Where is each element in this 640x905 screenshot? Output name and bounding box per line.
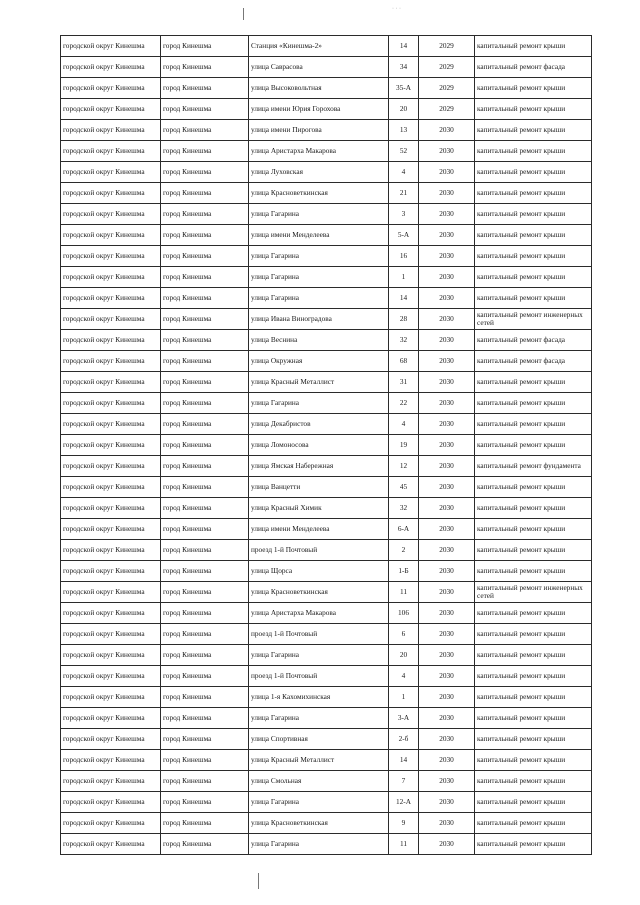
work-type-cell: капитальный ремонт крыши [475, 561, 592, 582]
district-cell: городской округ Кинешма [61, 414, 161, 435]
table-row [61, 78, 592, 99]
year-cell: 2030 [419, 120, 475, 141]
work-type-cell: капитальный ремонт крыши [475, 393, 592, 414]
house-number-cell: 21 [389, 183, 419, 204]
work-type-cell: капитальный ремонт крыши [475, 36, 592, 57]
year-cell: 2030 [419, 288, 475, 309]
table-row [61, 204, 592, 225]
year-cell: 2030 [419, 729, 475, 750]
house-number-cell: 14 [389, 750, 419, 771]
house-number-cell: 34 [389, 57, 419, 78]
year-cell: 2030 [419, 792, 475, 813]
house-number-cell: 6 [389, 624, 419, 645]
district-cell: городской округ Кинешма [61, 771, 161, 792]
table-row [61, 288, 592, 309]
year-cell: 2030 [419, 771, 475, 792]
year-cell: 2030 [419, 477, 475, 498]
street-cell: улица Красноветкинская [249, 183, 389, 204]
year-cell: 2030 [419, 834, 475, 855]
street-cell: улица Аристарха Макарова [249, 141, 389, 162]
house-number-cell: 22 [389, 393, 419, 414]
district-cell: городской округ Кинешма [61, 372, 161, 393]
district-cell: городской округ Кинешма [61, 141, 161, 162]
city-cell: город Кинешма [161, 498, 249, 519]
house-number-cell: 52 [389, 141, 419, 162]
city-cell: город Кинешма [161, 645, 249, 666]
table-row [61, 330, 592, 351]
work-type-cell: капитальный ремонт крыши [475, 372, 592, 393]
house-number-cell: 4 [389, 666, 419, 687]
table-row [61, 666, 592, 687]
district-cell: городской округ Кинешма [61, 288, 161, 309]
scan-mark-bottom [258, 873, 259, 889]
street-cell: улица Гагарина [249, 288, 389, 309]
street-cell: улица Гагарина [249, 645, 389, 666]
city-cell: город Кинешма [161, 414, 249, 435]
house-number-cell: 12 [389, 456, 419, 477]
house-number-cell: 1 [389, 687, 419, 708]
street-cell: улица Луховская [249, 162, 389, 183]
street-cell: улица Аристарха Макарова [249, 603, 389, 624]
year-cell: 2030 [419, 708, 475, 729]
table-row [61, 309, 592, 330]
city-cell: город Кинешма [161, 540, 249, 561]
house-number-cell: 3 [389, 204, 419, 225]
city-cell: город Кинешма [161, 519, 249, 540]
house-number-cell: 7 [389, 771, 419, 792]
city-cell: город Кинешма [161, 225, 249, 246]
street-cell: улица Ломоносова [249, 435, 389, 456]
year-cell: 2030 [419, 141, 475, 162]
city-cell: город Кинешма [161, 813, 249, 834]
street-cell: улица Красный Химик [249, 498, 389, 519]
work-type-cell: капитальный ремонт крыши [475, 162, 592, 183]
table-row [61, 372, 592, 393]
city-cell: город Кинешма [161, 477, 249, 498]
year-cell: 2029 [419, 78, 475, 99]
city-cell: город Кинешма [161, 834, 249, 855]
city-cell: город Кинешма [161, 99, 249, 120]
house-number-cell: 20 [389, 645, 419, 666]
table-row [61, 687, 592, 708]
street-cell: улица Красноветкинская [249, 813, 389, 834]
house-number-cell: 106 [389, 603, 419, 624]
table-row [61, 624, 592, 645]
work-type-cell: капитальный ремонт крыши [475, 624, 592, 645]
city-cell: город Кинешма [161, 330, 249, 351]
street-cell: улица Гагарина [249, 246, 389, 267]
district-cell: городской округ Кинешма [61, 603, 161, 624]
table-row [61, 477, 592, 498]
year-cell: 2030 [419, 309, 475, 330]
city-cell: город Кинешма [161, 288, 249, 309]
city-cell: город Кинешма [161, 372, 249, 393]
work-type-cell: капитальный ремонт крыши [475, 687, 592, 708]
city-cell: город Кинешма [161, 162, 249, 183]
city-cell: город Кинешма [161, 246, 249, 267]
street-cell: проезд 1-й Почтовый [249, 624, 389, 645]
district-cell: городской округ Кинешма [61, 645, 161, 666]
table-row [61, 792, 592, 813]
district-cell: городской округ Кинешма [61, 708, 161, 729]
year-cell: 2030 [419, 645, 475, 666]
year-cell: 2030 [419, 603, 475, 624]
work-type-cell: капитальный ремонт инженерных сетей [475, 309, 592, 330]
work-type-cell: капитальный ремонт крыши [475, 666, 592, 687]
district-cell: городской округ Кинешма [61, 687, 161, 708]
street-cell: улица имени Менделеева [249, 519, 389, 540]
street-cell: улица Гагарина [249, 204, 389, 225]
work-type-cell: капитальный ремонт крыши [475, 540, 592, 561]
work-type-cell: капитальный ремонт крыши [475, 435, 592, 456]
scan-mark-top [243, 8, 244, 20]
house-number-cell: 9 [389, 813, 419, 834]
repair-schedule-table [60, 35, 592, 855]
table-row [61, 771, 592, 792]
year-cell: 2030 [419, 750, 475, 771]
table-body [61, 36, 592, 855]
work-type-cell: капитальный ремонт крыши [475, 78, 592, 99]
year-cell: 2030 [419, 204, 475, 225]
city-cell: город Кинешма [161, 603, 249, 624]
work-type-cell: капитальный ремонт крыши [475, 267, 592, 288]
table-row [61, 414, 592, 435]
city-cell: город Кинешма [161, 204, 249, 225]
year-cell: 2029 [419, 99, 475, 120]
city-cell: город Кинешма [161, 120, 249, 141]
work-type-cell: капитальный ремонт крыши [475, 414, 592, 435]
district-cell: городской округ Кинешма [61, 309, 161, 330]
house-number-cell: 32 [389, 330, 419, 351]
work-type-cell: капитальный ремонт крыши [475, 477, 592, 498]
district-cell: городской округ Кинешма [61, 519, 161, 540]
house-number-cell: 31 [389, 372, 419, 393]
table-row [61, 645, 592, 666]
street-cell: улица Ванцетти [249, 477, 389, 498]
district-cell: городской округ Кинешма [61, 162, 161, 183]
house-number-cell: 12-А [389, 792, 419, 813]
house-number-cell: 1 [389, 267, 419, 288]
district-cell: городской округ Кинешма [61, 330, 161, 351]
house-number-cell: 6-А [389, 519, 419, 540]
work-type-cell: капитальный ремонт крыши [475, 708, 592, 729]
table-row [61, 519, 592, 540]
work-type-cell: капитальный ремонт крыши [475, 603, 592, 624]
street-cell: проезд 1-й Почтовый [249, 540, 389, 561]
table-row [61, 246, 592, 267]
city-cell: город Кинешма [161, 792, 249, 813]
table-row [61, 834, 592, 855]
city-cell: город Кинешма [161, 351, 249, 372]
house-number-cell: 3-А [389, 708, 419, 729]
district-cell: городской округ Кинешма [61, 498, 161, 519]
work-type-cell: капитальный ремонт фасада [475, 351, 592, 372]
district-cell: городской округ Кинешма [61, 225, 161, 246]
district-cell: городской округ Кинешма [61, 750, 161, 771]
work-type-cell: капитальный ремонт фасада [475, 57, 592, 78]
district-cell: городской округ Кинешма [61, 78, 161, 99]
district-cell: городской округ Кинешма [61, 561, 161, 582]
district-cell: городской округ Кинешма [61, 393, 161, 414]
work-type-cell: капитальный ремонт крыши [475, 225, 592, 246]
house-number-cell: 45 [389, 477, 419, 498]
year-cell: 2030 [419, 435, 475, 456]
street-cell: улица Смольная [249, 771, 389, 792]
table-row [61, 435, 592, 456]
city-cell: город Кинешма [161, 456, 249, 477]
district-cell: городской округ Кинешма [61, 477, 161, 498]
district-cell: городской округ Кинешма [61, 99, 161, 120]
street-cell: улица Красноветкинская [249, 582, 389, 603]
house-number-cell: 11 [389, 834, 419, 855]
table-row [61, 141, 592, 162]
city-cell: город Кинешма [161, 708, 249, 729]
city-cell: город Кинешма [161, 78, 249, 99]
city-cell: город Кинешма [161, 309, 249, 330]
district-cell: городской округ Кинешма [61, 792, 161, 813]
work-type-cell: капитальный ремонт крыши [475, 141, 592, 162]
year-cell: 2030 [419, 456, 475, 477]
house-number-cell: 32 [389, 498, 419, 519]
year-cell: 2030 [419, 687, 475, 708]
work-type-cell: капитальный ремонт крыши [475, 750, 592, 771]
city-cell: город Кинешма [161, 57, 249, 78]
district-cell: городской округ Кинешма [61, 435, 161, 456]
street-cell: улица имени Менделеева [249, 225, 389, 246]
street-cell: улица Гагарина [249, 792, 389, 813]
house-number-cell: 68 [389, 351, 419, 372]
house-number-cell: 4 [389, 162, 419, 183]
city-cell: город Кинешма [161, 36, 249, 57]
street-cell: улица Гагарина [249, 834, 389, 855]
work-type-cell: капитальный ремонт фасада [475, 330, 592, 351]
year-cell: 2029 [419, 36, 475, 57]
street-cell: улица Ямская Набережная [249, 456, 389, 477]
table-row [61, 36, 592, 57]
year-cell: 2030 [419, 519, 475, 540]
year-cell: 2030 [419, 813, 475, 834]
table-row [61, 225, 592, 246]
street-cell: улица Щорса [249, 561, 389, 582]
table-row [61, 267, 592, 288]
district-cell: городской округ Кинешма [61, 120, 161, 141]
district-cell: городской округ Кинешма [61, 36, 161, 57]
city-cell: город Кинешма [161, 183, 249, 204]
year-cell: 2029 [419, 57, 475, 78]
work-type-cell: капитальный ремонт крыши [475, 183, 592, 204]
house-number-cell: 2-б [389, 729, 419, 750]
scan-dots: · · · [392, 6, 401, 12]
year-cell: 2030 [419, 624, 475, 645]
table-row [61, 603, 592, 624]
district-cell: городской округ Кинешма [61, 456, 161, 477]
house-number-cell: 35-А [389, 78, 419, 99]
street-cell: улица Гагарина [249, 393, 389, 414]
city-cell: город Кинешма [161, 393, 249, 414]
city-cell: город Кинешма [161, 267, 249, 288]
year-cell: 2030 [419, 561, 475, 582]
district-cell: городской округ Кинешма [61, 729, 161, 750]
street-cell: улица Окружная [249, 351, 389, 372]
house-number-cell: 20 [389, 99, 419, 120]
street-cell: улица Красный Металлист [249, 372, 389, 393]
city-cell: город Кинешма [161, 687, 249, 708]
table-row [61, 120, 592, 141]
district-cell: городской округ Кинешма [61, 204, 161, 225]
year-cell: 2030 [419, 183, 475, 204]
city-cell: город Кинешма [161, 729, 249, 750]
street-cell: Станция «Кинешма-2» [249, 36, 389, 57]
year-cell: 2030 [419, 582, 475, 603]
table-row [61, 813, 592, 834]
house-number-cell: 2 [389, 540, 419, 561]
year-cell: 2030 [419, 330, 475, 351]
work-type-cell: капитальный ремонт инженерных сетей [475, 582, 592, 603]
table-row [61, 393, 592, 414]
work-type-cell: капитальный ремонт крыши [475, 645, 592, 666]
district-cell: городской округ Кинешма [61, 540, 161, 561]
city-cell: город Кинешма [161, 750, 249, 771]
street-cell: улица Ивана Виноградова [249, 309, 389, 330]
table-row [61, 498, 592, 519]
district-cell: городской округ Кинешма [61, 624, 161, 645]
city-cell: город Кинешма [161, 771, 249, 792]
district-cell: городской округ Кинешма [61, 267, 161, 288]
table-row [61, 183, 592, 204]
year-cell: 2030 [419, 267, 475, 288]
year-cell: 2030 [419, 372, 475, 393]
house-number-cell: 4 [389, 414, 419, 435]
work-type-cell: капитальный ремонт крыши [475, 519, 592, 540]
house-number-cell: 16 [389, 246, 419, 267]
work-type-cell: капитальный ремонт крыши [475, 246, 592, 267]
street-cell: улица имени Пирогова [249, 120, 389, 141]
city-cell: город Кинешма [161, 624, 249, 645]
table-row [61, 708, 592, 729]
house-number-cell: 19 [389, 435, 419, 456]
table-row [61, 540, 592, 561]
house-number-cell: 28 [389, 309, 419, 330]
year-cell: 2030 [419, 540, 475, 561]
work-type-cell: капитальный ремонт крыши [475, 729, 592, 750]
house-number-cell: 14 [389, 288, 419, 309]
table-row [61, 57, 592, 78]
year-cell: 2030 [419, 393, 475, 414]
work-type-cell: капитальный ремонт крыши [475, 792, 592, 813]
table-row [61, 750, 592, 771]
district-cell: городской округ Кинешма [61, 351, 161, 372]
district-cell: городской округ Кинешма [61, 666, 161, 687]
city-cell: город Кинешма [161, 582, 249, 603]
street-cell: улица Спортивная [249, 729, 389, 750]
year-cell: 2030 [419, 414, 475, 435]
district-cell: городской округ Кинешма [61, 813, 161, 834]
table-row [61, 582, 592, 603]
table-row [61, 162, 592, 183]
year-cell: 2030 [419, 162, 475, 183]
district-cell: городской округ Кинешма [61, 246, 161, 267]
city-cell: город Кинешма [161, 561, 249, 582]
street-cell: улица Гагарина [249, 267, 389, 288]
house-number-cell: 13 [389, 120, 419, 141]
street-cell: улица Красный Металлист [249, 750, 389, 771]
work-type-cell: капитальный ремонт крыши [475, 813, 592, 834]
street-cell: улица имени Юрия Горохова [249, 99, 389, 120]
district-cell: городской округ Кинешма [61, 57, 161, 78]
street-cell: улица 1-я Кахомихинская [249, 687, 389, 708]
house-number-cell: 1-Б [389, 561, 419, 582]
house-number-cell: 14 [389, 36, 419, 57]
street-cell: улица Декабристов [249, 414, 389, 435]
district-cell: городской округ Кинешма [61, 582, 161, 603]
work-type-cell: капитальный ремонт крыши [475, 288, 592, 309]
work-type-cell: капитальный ремонт крыши [475, 120, 592, 141]
table-row [61, 729, 592, 750]
city-cell: город Кинешма [161, 435, 249, 456]
work-type-cell: капитальный ремонт крыши [475, 204, 592, 225]
year-cell: 2030 [419, 666, 475, 687]
year-cell: 2030 [419, 225, 475, 246]
work-type-cell: капитальный ремонт крыши [475, 771, 592, 792]
table-row [61, 99, 592, 120]
district-cell: городской округ Кинешма [61, 834, 161, 855]
work-type-cell: капитальный ремонт крыши [475, 498, 592, 519]
street-cell: улица Саврасова [249, 57, 389, 78]
street-cell: улица Высоковольтная [249, 78, 389, 99]
year-cell: 2030 [419, 498, 475, 519]
work-type-cell: капитальный ремонт крыши [475, 99, 592, 120]
work-type-cell: капитальный ремонт фундамента [475, 456, 592, 477]
house-number-cell: 11 [389, 582, 419, 603]
street-cell: улица Гагарина [249, 708, 389, 729]
work-type-cell: капитальный ремонт крыши [475, 834, 592, 855]
street-cell: улица Веснина [249, 330, 389, 351]
year-cell: 2030 [419, 351, 475, 372]
year-cell: 2030 [419, 246, 475, 267]
table-row [61, 456, 592, 477]
district-cell: городской округ Кинешма [61, 183, 161, 204]
table-row [61, 561, 592, 582]
house-number-cell: 5-А [389, 225, 419, 246]
city-cell: город Кинешма [161, 141, 249, 162]
city-cell: город Кинешма [161, 666, 249, 687]
table-row [61, 351, 592, 372]
street-cell: проезд 1-й Почтовый [249, 666, 389, 687]
